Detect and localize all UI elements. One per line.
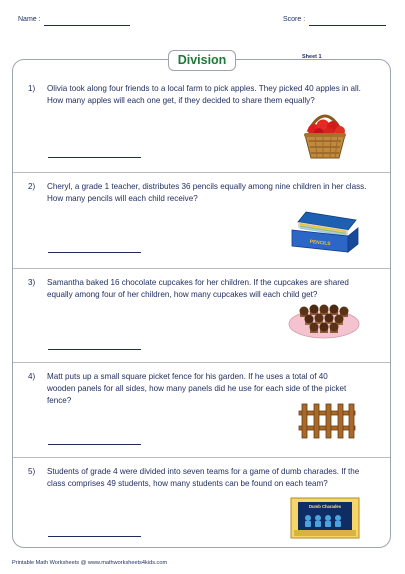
question-text: Matt puts up a small square picket fence for his garden. If he uses a total of 40 wooden panels for all sides, how many panels did he use for each side of the picket fence? — [47, 372, 347, 405]
answer-line-5[interactable] — [48, 536, 141, 537]
question-divider — [13, 457, 390, 458]
charades-board-label: Dumb Charades — [308, 504, 342, 509]
charades-board-icon — [290, 497, 360, 539]
question-divider — [13, 362, 390, 363]
question-number: 3) — [28, 278, 36, 287]
question-number: 1) — [28, 84, 36, 93]
page-title: Division — [168, 50, 236, 71]
question-text: Olivia took along four friends to a local farm to pick apples. They picked 40 apples in all. How many apples will each one get, if they decided to share them equally? — [47, 84, 361, 105]
sheet-label: Sheet 1 — [302, 54, 322, 60]
answer-line-4[interactable] — [48, 444, 141, 445]
answer-line-3[interactable] — [48, 349, 141, 350]
name-field[interactable] — [44, 25, 130, 26]
question-divider — [13, 268, 390, 269]
answer-line-2[interactable] — [48, 252, 141, 253]
score-label: Score : — [283, 16, 306, 23]
pencil-box-label: PENCILS — [309, 239, 331, 248]
footer-text: Printable Math Worksheets @ www.mathworksheets4kids.com — [12, 560, 168, 566]
question-number: 5) — [28, 467, 36, 476]
score-field[interactable] — [309, 25, 386, 26]
question-number: 2) — [28, 182, 36, 191]
question-text: Cheryl, a grade 1 teacher, distributes 36 pencils equally among nine children in her class. How many pencils will each child receive? — [47, 182, 367, 203]
question-text: Students of grade 4 were divided into seven teams for a game of dumb charades. If the class comprises 49 students, how many students can be found on each team? — [47, 467, 360, 488]
apple-basket-icon — [300, 106, 350, 162]
question-text: Samantha baked 16 chocolate cupcakes for her children. If the cupcakes are shared equally among four of her children, how many cupcakes will each child get? — [47, 278, 349, 299]
pencil-box-icon — [286, 208, 364, 256]
cupcake-plate-icon — [288, 300, 360, 340]
answer-line-1[interactable] — [48, 157, 141, 158]
name-label: Name : — [18, 16, 41, 23]
question-divider — [13, 172, 390, 173]
picket-fence-icon — [298, 403, 356, 439]
question-number: 4) — [28, 372, 36, 381]
